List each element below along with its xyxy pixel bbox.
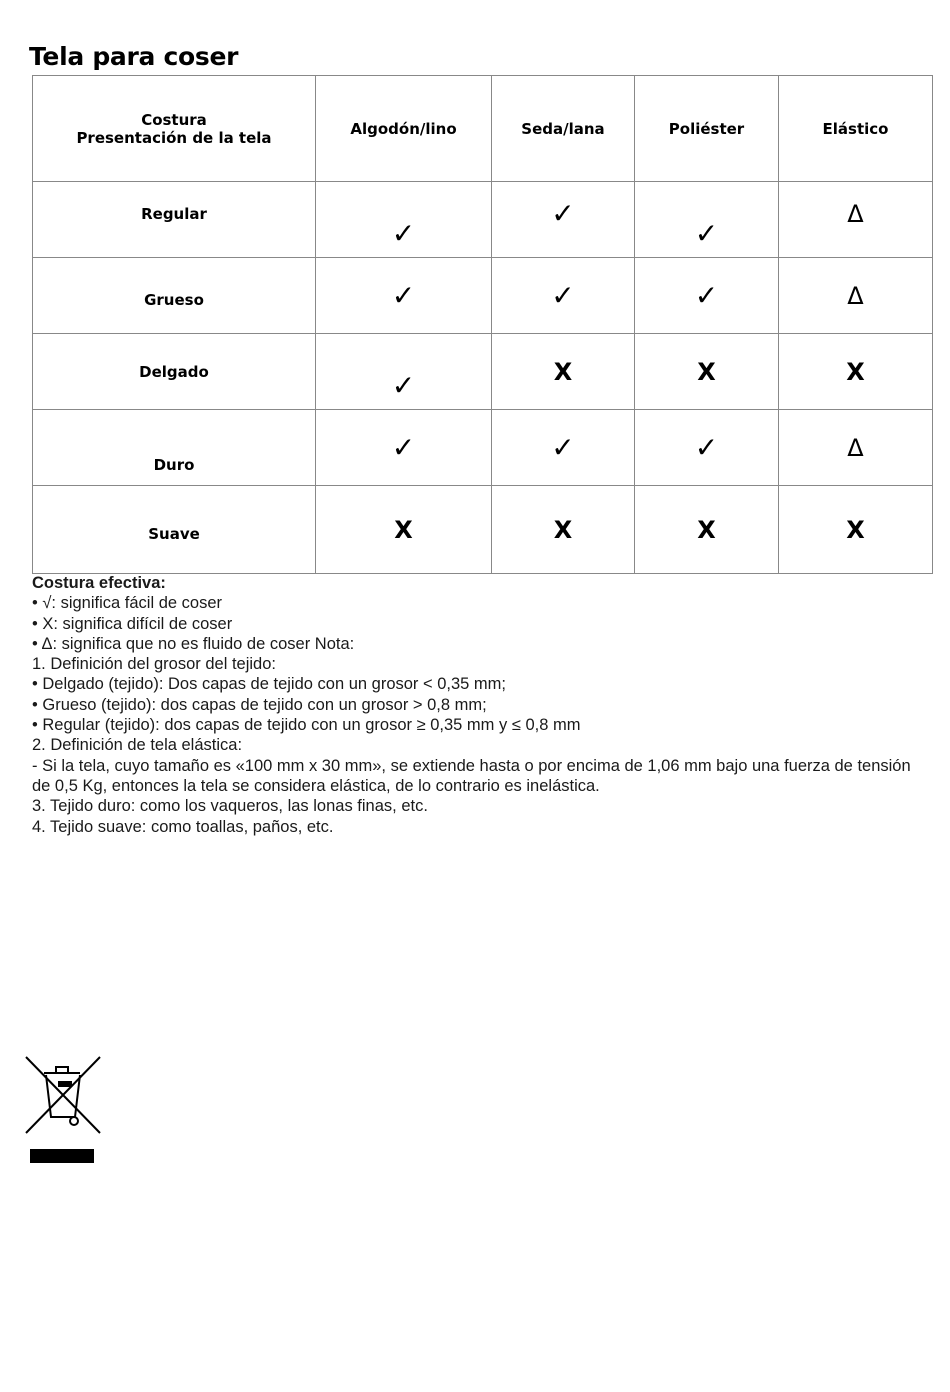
cell-mark — [779, 410, 933, 486]
check-icon: ✓ — [551, 278, 575, 312]
header-costura: Costura — [141, 110, 207, 129]
cell-mark — [635, 258, 779, 334]
page-title: Tela para coser — [29, 42, 239, 71]
cell-mark — [316, 410, 492, 486]
check-icon: ✓ — [391, 368, 416, 402]
table-header-row — [33, 76, 933, 182]
note-line: • Regular (tejido): dos capas de tejido con un grosor ≥ 0,35 mm y ≤ 0,8 mm — [32, 716, 581, 735]
row-label-suave: Suave — [33, 486, 316, 574]
cell-mark — [635, 486, 779, 574]
notes-section — [32, 573, 932, 837]
cross-icon: X — [697, 357, 716, 386]
note-line: • X: significa difícil de coser — [32, 614, 233, 633]
row-label-duro: Duro — [33, 410, 316, 486]
check-icon: ✓ — [551, 430, 575, 464]
table-row — [33, 182, 933, 258]
row-label-grueso: Grueso — [33, 258, 316, 334]
table-row — [33, 258, 933, 334]
note-line: • Grueso (tejido): dos capas de tejido con un grosor > 0,8 mm; — [32, 695, 487, 714]
note-line: 4. Tejido suave: como toallas, paños, etc. — [32, 817, 334, 836]
note-line: • √: significa fácil de coser — [32, 594, 222, 613]
cell-mark — [316, 182, 492, 258]
cell-mark — [635, 410, 779, 486]
cell-mark — [779, 486, 933, 574]
cross-icon: X — [846, 515, 865, 544]
note-paragraph: - Si la tela, cuyo tamaño es «100 mm x 30 mm», se extiende hasta o por encima de 1,06 mm bajo una fuerza de tensión de 0,5 Kg, entonces la tela se considera elástica, de lo contrario es inelástica. — [32, 756, 911, 795]
cross-icon: X — [697, 515, 716, 544]
cell-mark — [316, 486, 492, 574]
fabric-compatibility-table — [32, 75, 933, 574]
cell-mark — [316, 258, 492, 334]
cross-icon: X — [394, 515, 413, 544]
table-row — [33, 486, 933, 574]
header-presentacion: Presentación de la tela — [76, 128, 272, 147]
check-icon: ✓ — [391, 430, 416, 464]
cell-mark — [779, 258, 933, 334]
table-row — [33, 410, 933, 486]
triangle-icon: Δ — [847, 199, 864, 228]
triangle-icon: Δ — [847, 433, 864, 462]
cross-icon: X — [553, 515, 573, 544]
check-icon: ✓ — [551, 196, 575, 230]
cell-mark — [492, 486, 635, 574]
cell-mark — [779, 334, 933, 410]
column-header-elastico: Elástico — [779, 76, 933, 182]
row-label-delgado: Delgado — [33, 334, 316, 410]
cell-mark — [492, 258, 635, 334]
notes-heading: Costura efectiva: — [32, 574, 166, 592]
row-label-regular: Regular — [33, 182, 316, 258]
cross-icon: X — [846, 357, 865, 386]
note-line: • Δ: significa que no es fluido de coser Nota: — [32, 634, 355, 653]
note-line: 3. Tejido duro: como los vaqueros, las lonas finas, etc. — [32, 797, 428, 816]
note-line: 1. Definición del grosor del tejido: — [32, 655, 276, 674]
cell-mark — [492, 334, 635, 410]
cell-mark — [779, 182, 933, 258]
cell-mark — [316, 334, 492, 410]
cell-mark — [492, 182, 635, 258]
check-icon: ✓ — [391, 216, 416, 250]
check-icon: ✓ — [694, 216, 719, 250]
triangle-icon: Δ — [847, 281, 864, 310]
note-line: • Delgado (tejido): Dos capas de tejido con un grosor < 0,35 mm; — [32, 675, 506, 694]
column-header-algodon: Algodón/lino — [316, 76, 492, 182]
column-header-poliester: Poliéster — [635, 76, 779, 182]
cross-icon: X — [553, 357, 573, 386]
cell-mark — [492, 410, 635, 486]
cell-mark — [635, 334, 779, 410]
note-line: 2. Definición de tela elástica: — [32, 736, 243, 755]
column-header-seda: Seda/lana — [492, 76, 635, 182]
check-icon: ✓ — [694, 430, 719, 464]
check-icon: ✓ — [391, 278, 416, 312]
check-icon: ✓ — [694, 278, 719, 312]
cell-mark — [635, 182, 779, 258]
table-row — [33, 334, 933, 410]
crossed-out-wheelie-bin-icon — [24, 1055, 102, 1165]
header-corner-cell — [33, 76, 316, 182]
